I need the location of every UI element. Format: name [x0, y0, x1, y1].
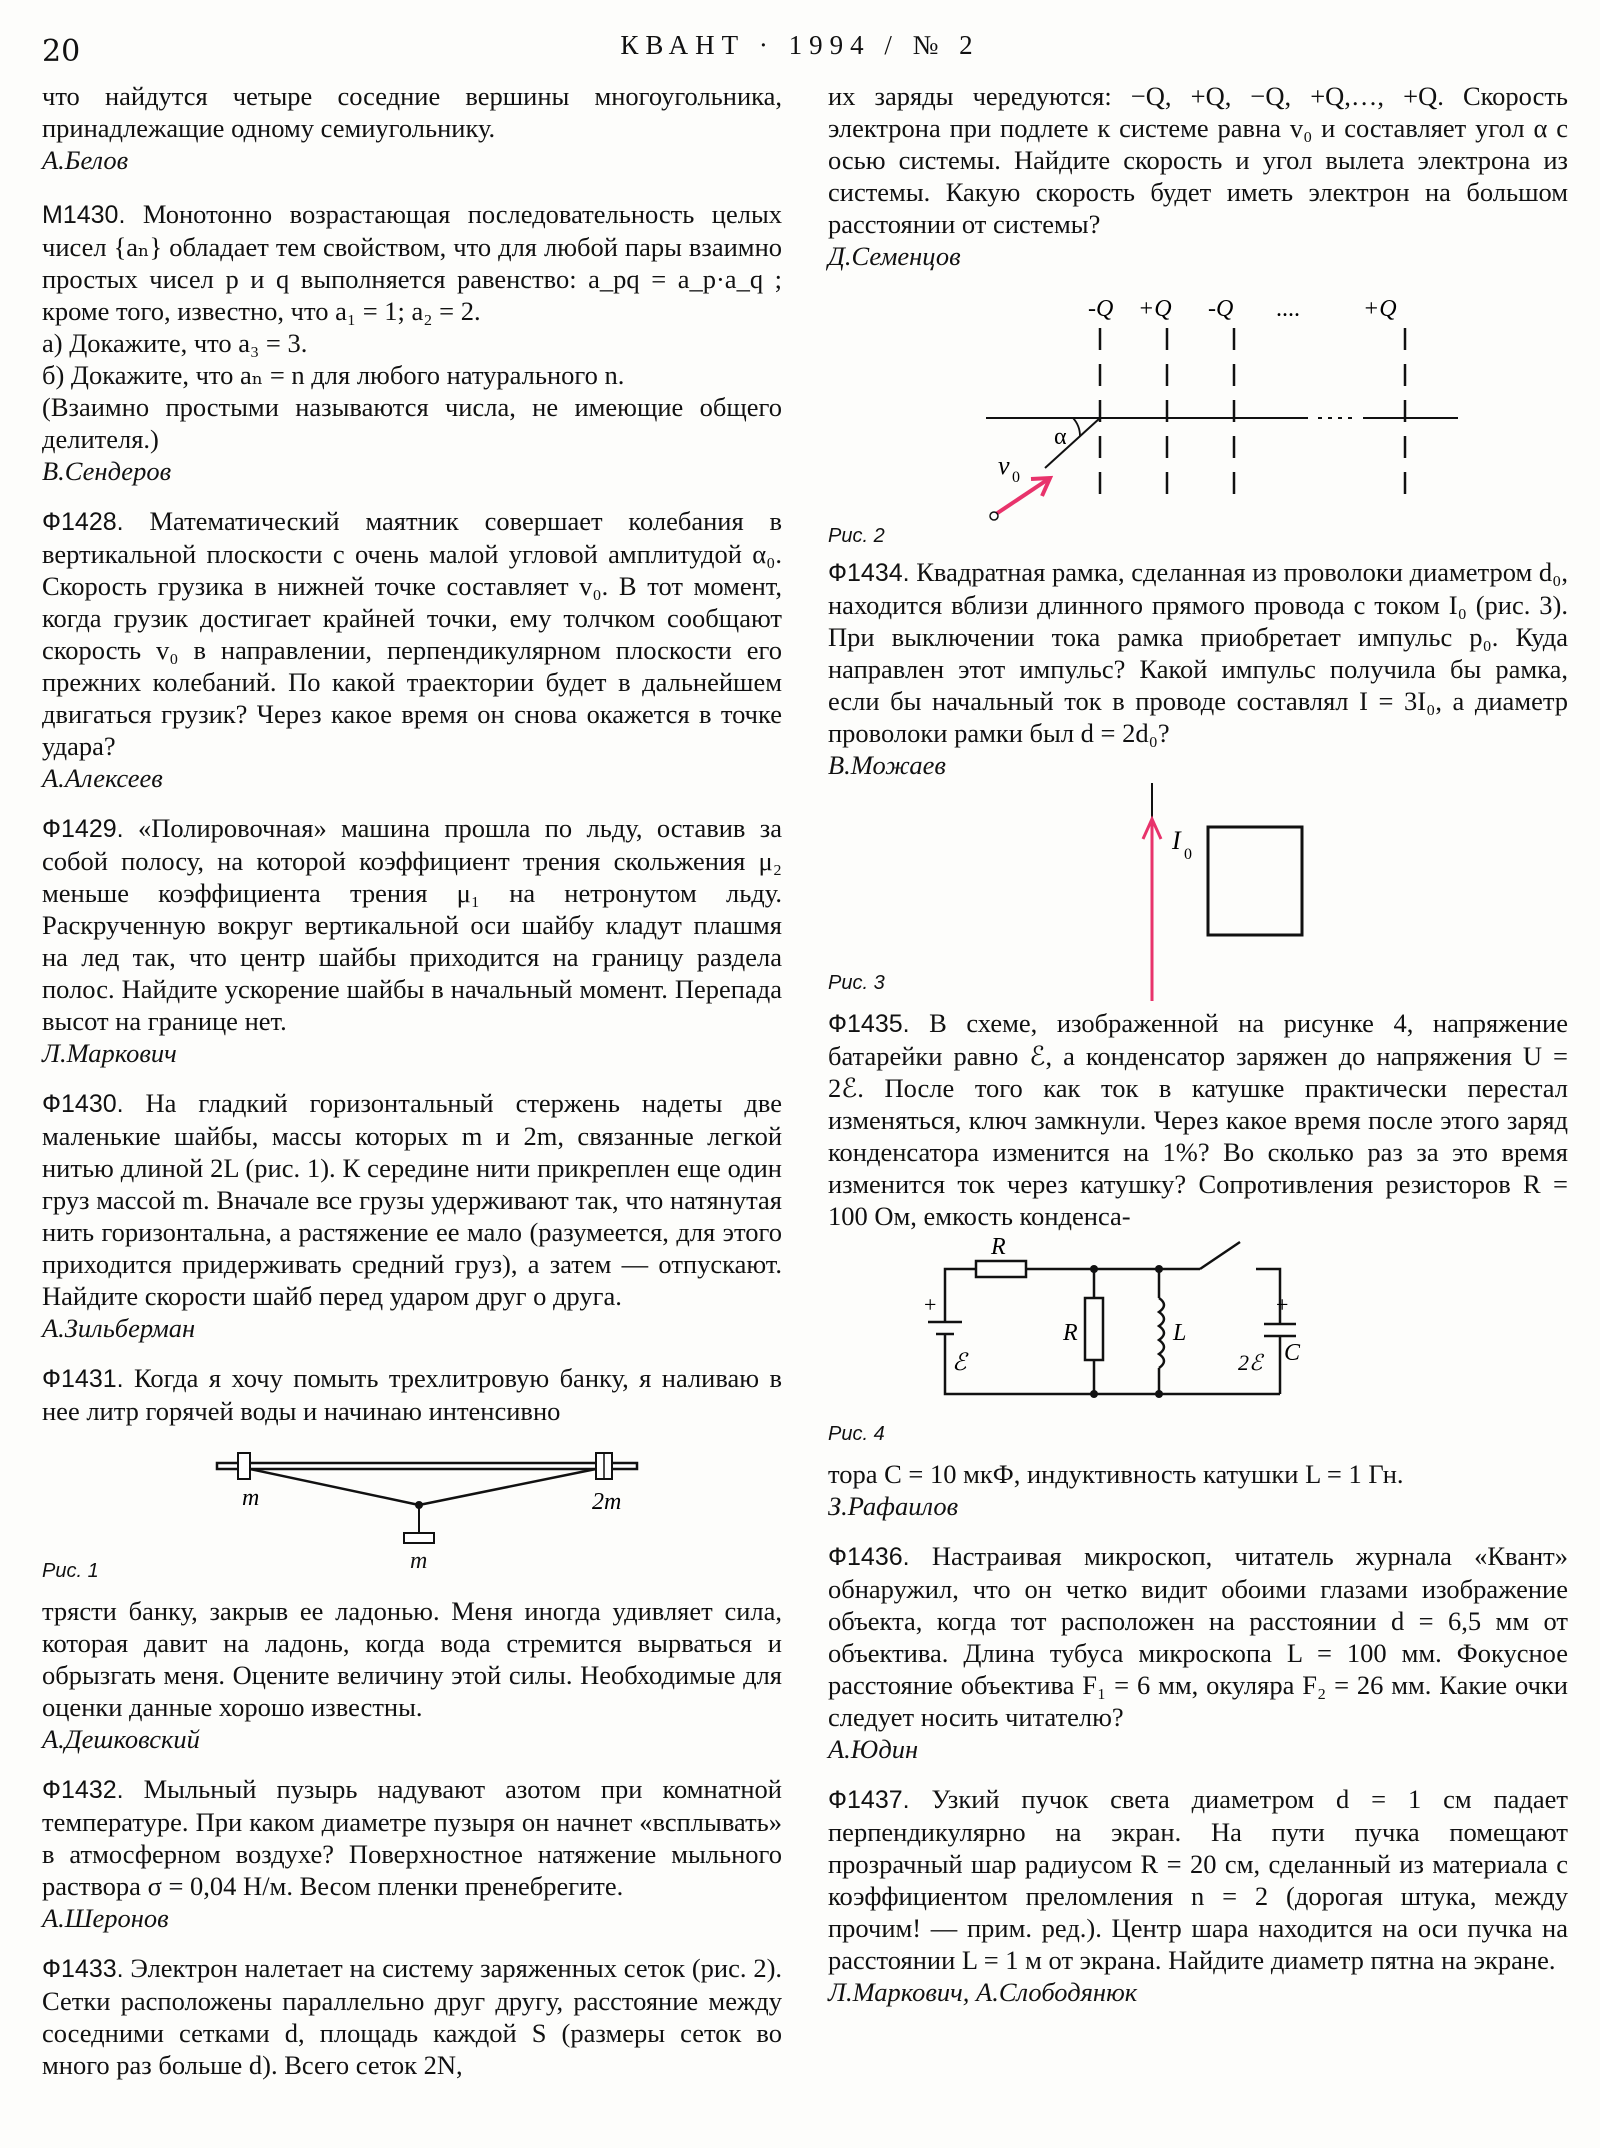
problem-f1429 [42, 812, 782, 1069]
resistor-label: R [991, 1236, 1006, 1260]
figure-1 [42, 1433, 782, 1583]
figure-caption: Рис. 1 [42, 1560, 99, 1582]
problem-f1433-continued [828, 80, 1568, 272]
problem-author: Д.Семенцов [828, 241, 961, 271]
problem-text: Когда я хочу помыть трехлитровую банку, я наливаю в нее литр горячей воды и начинаю интенсивно [42, 1363, 783, 1426]
problem-text: Узкий пучок света диаметром d = 1 см падает перпендикулярно на экран. На пути пучка помещают прозрачный шар радиусом R = 20 см, сделанный из материала с коэффициентом преломления n = 2 (дорогая штука, между прочим! — прим. ред.). Центр шара находится на оси пучка на расстоянии L = 1 м от экрана. Найдите диаметр пятна на экране. [828, 1784, 1568, 1975]
problem-author: А.Юдин [828, 1734, 919, 1764]
problem-f1435-continued [828, 1458, 1568, 1522]
problem-text: Настраивая микроскоп, читатель журнала «Квант» обнаружил, что он четко видит обоими глазами изображение объекта, когда тот расположен на расстоянии d = 6,5 мм от объектива. Длина тубуса микроскопа L = 100 мм. Фокусное расстояние объектива F₁ = 6 мм, окуляра F₂ = 26 мм. Какие очки следует носить читателю? [828, 1541, 1568, 1732]
problem-text: что найдутся четыре соседние вершины многоугольника, принадлежащие одному семиугольнику. [42, 81, 782, 143]
problem-id: Ф1435. [828, 1010, 910, 1038]
problem-text: На гладкий горизонтальный стержень надеты две маленькие шайбы, массы которых m и 2m, связанные легкой нитью длиной 2L (рис. 1). К середине нити прикреплен еще один груз массой m. Вначале все грузы удерживают так, что натянутая нить горизонтальна, а растяжение ее мало (разумеется, для этого приходится придерживать средний груз), а затем — отпускают. Найдите скорости шайб перед ударом друг о друга. [42, 1088, 783, 1311]
circuit-diagram [828, 1236, 1568, 1416]
resistor-label: R [1063, 1320, 1078, 1346]
velocity-subscript: 0 [1012, 469, 1020, 486]
left-column [42, 80, 782, 2099]
problem-text: тора C = 10 мкФ, индуктивность катушки L = 1 Гн. [828, 1459, 1404, 1489]
velocity-label: v [998, 451, 1010, 480]
problem-id: Ф1437. [828, 1786, 910, 1814]
problem-author: А.Шеронов [42, 1903, 169, 1933]
problem-author: В.Можаев [828, 750, 946, 780]
problem-author: З.Рафаилов [828, 1491, 959, 1521]
problem-id: Ф1430. [42, 1090, 124, 1118]
problem-id: М1430. [42, 201, 126, 229]
problem-text: Мыльный пузырь надувают азотом при комнатной температуре. При каком диаметре пузыря он начнет «всплывать» в атмосферном воздухе? Поверхностное натяжение мыльного раствора σ = 0,04 Н/м. Весом пленки пренебрегите. [42, 1774, 782, 1901]
problem-f1437 [828, 1783, 1568, 2008]
fig1-label-left: m [242, 1485, 260, 1511]
problem-f1431 [42, 1362, 782, 1427]
problem-m1430 [42, 198, 782, 487]
problem-text: В схеме, изображенной на рисунке 4, напряжение батарейки равно ℰ, а конденсатор заряжен до напряжения U = 2ℰ. После того как ток в катушке практически перестал изменяться, ключ замкнули. Через какое время после этого заряд конденсатора изменится на 1%? Во сколько раз за это время изменится ток через катушку? Сопротивления резисторов R = 100 Ом, емкость конденса- [828, 1008, 1568, 1231]
rod-and-weights-diagram [42, 1433, 782, 1553]
capacitor-label: C [1284, 1340, 1301, 1366]
problem-id: Ф1428. [42, 508, 124, 536]
problem-continuation [42, 80, 782, 176]
charged-grids-diagram [828, 284, 1568, 524]
problem-author: Л.Маркович [42, 1038, 177, 1068]
capacitor-voltage-label: 2ℰ [1238, 1350, 1263, 1375]
charge-label: -Q [1088, 296, 1114, 322]
current-label: I [1172, 826, 1181, 855]
right-column [828, 80, 1568, 2026]
problem-part-a: а) Докажите, что a₃ = 3. [42, 328, 308, 358]
inductor-label: L [1173, 1320, 1187, 1346]
problem-author: А.Зильберман [42, 1313, 196, 1343]
problem-id: Ф1433. [42, 1955, 124, 1983]
page-number: 20 [42, 34, 81, 69]
fig1-label-right: 2m [592, 1489, 622, 1515]
fig1-label-bottom: m [410, 1548, 428, 1574]
charge-label: +Q [1138, 296, 1172, 322]
figure-caption: Рис. 4 [828, 1423, 885, 1445]
problem-author: А.Дешковский [42, 1724, 200, 1754]
problem-author: А.Алексеев [42, 763, 163, 793]
problem-text: Монотонно возрастающая последовательность целых чисел {aₙ} обладает тем свойством, что для любой пары взаимно простых чисел p и q выполняется равенство: a_pq = a_p·a_q ; кроме того, известно, что a₁ = 1; a₂ = 2. [42, 199, 782, 326]
figure-caption: Рис. 2 [828, 525, 885, 547]
problem-id: Ф1436. [828, 1543, 910, 1571]
charge-label: +Q [1363, 296, 1397, 322]
charge-label: -Q [1208, 296, 1234, 322]
problem-f1428 [42, 505, 782, 794]
problem-text: «Полировочная» машина прошла по льду, оставив за собой полосу, на которой коэффициент трения скольжения μ₂ меньше коэффициента трения μ₁ на нетронутом льду. Раскрученную вокруг вертикальной оси шайбу кладут плашмя на лед так, что центр шайбы приходится на границу раздела полос. Найдите ускорение шайбы в начальный момент. Перепада высот на границе нет. [42, 813, 783, 1036]
angle-label: α [1054, 424, 1067, 450]
running-head: КВАНТ · 1994 / № 2 [620, 30, 980, 60]
problem-note: (Взаимно простыми называются числа, не имеющие общего делителя.) [42, 392, 782, 454]
problem-f1433 [42, 1952, 782, 2081]
problem-author: Л.Маркович, А.Слободянюк [828, 1977, 1138, 2007]
figure-4 [828, 1236, 1568, 1446]
figure-3 [828, 775, 1568, 995]
problem-f1435 [828, 1007, 1568, 1232]
problem-text: Квадратная рамка, сделанная из проволоки диаметром d₀, находится вблизи длинного прямого провода с током I₀ (рис. 3). При выключении тока рамка приобретает импульс p₀. Куда направлен этот импульс? Какой импульс получила бы рамка, если бы начальный ток в проводе составлял I = 3I₀, а диаметр проволоки рамки был d = 2d₀? [828, 557, 1568, 748]
problem-text: их заряды чередуются: −Q, +Q, −Q, +Q,…, +Q. Скорость электрона при подлете к системе равна v₀ и составляет угол α с осью системы. Найдите скорость и угол вылета электрона из системы. Какую скорость будет иметь электрон на большом расстоянии от системы? [828, 81, 1568, 239]
problem-id: Ф1432. [42, 1776, 124, 1804]
problem-text: трясти банку, закрыв ее ладонью. Меня иногда удивляет сила, которая давит на ладонь, когда вода стремится вырваться и обрызгать меня. Оцените величину этой силы. Необходимые для оценки данные хорошо известны. [42, 1596, 782, 1722]
problem-part-b: б) Докажите, что aₙ = n для любого натурального n. [42, 360, 625, 390]
capacitor-plus-sign: + [1276, 1292, 1289, 1317]
problem-f1430 [42, 1087, 782, 1344]
problem-id: Ф1431. [42, 1365, 124, 1393]
problem-id: Ф1434. [828, 559, 910, 587]
problem-author: В.Сендеров [42, 456, 172, 486]
problem-id: Ф1429. [42, 815, 124, 843]
figure-2 [828, 284, 1568, 547]
problem-f1434 [828, 556, 1568, 781]
wire-and-frame-diagram [828, 775, 1568, 1005]
charge-label: .... [1276, 296, 1300, 322]
problem-text: Математический маятник совершает колебания в вертикальной плоскости с очень малой угловой амплитудой α₀. Скорость грузика в нижней точке составляет v₀. В тот момент, когда грузик достигает крайней точки, ему толчком сообщают скорость v₀ в направлении, перпендикулярном плоскости его прежних колебаний. По какой траектории будет в дальнейшем двигаться грузик? Через какое время он снова окажется в точке удара? [42, 506, 782, 761]
problem-f1432 [42, 1773, 782, 1934]
problem-text: Электрон налетает на систему заряженных сеток (рис. 2). Сетки расположены параллельно друг другу, расстояние между соседними сетками d, площадь каждой S (размеры сеток во много раз больше d). Всего сеток 2N, [42, 1953, 783, 2080]
battery-emf-label: ℰ [952, 1350, 967, 1376]
figure-caption: Рис. 3 [828, 972, 885, 994]
page-header [42, 26, 1558, 69]
battery-plus-sign: + [924, 1292, 937, 1317]
problem-author: А.Белов [42, 145, 129, 175]
problem-f1431-continued [42, 1595, 782, 1755]
current-subscript: 0 [1184, 846, 1192, 863]
problem-f1436 [828, 1540, 1568, 1765]
